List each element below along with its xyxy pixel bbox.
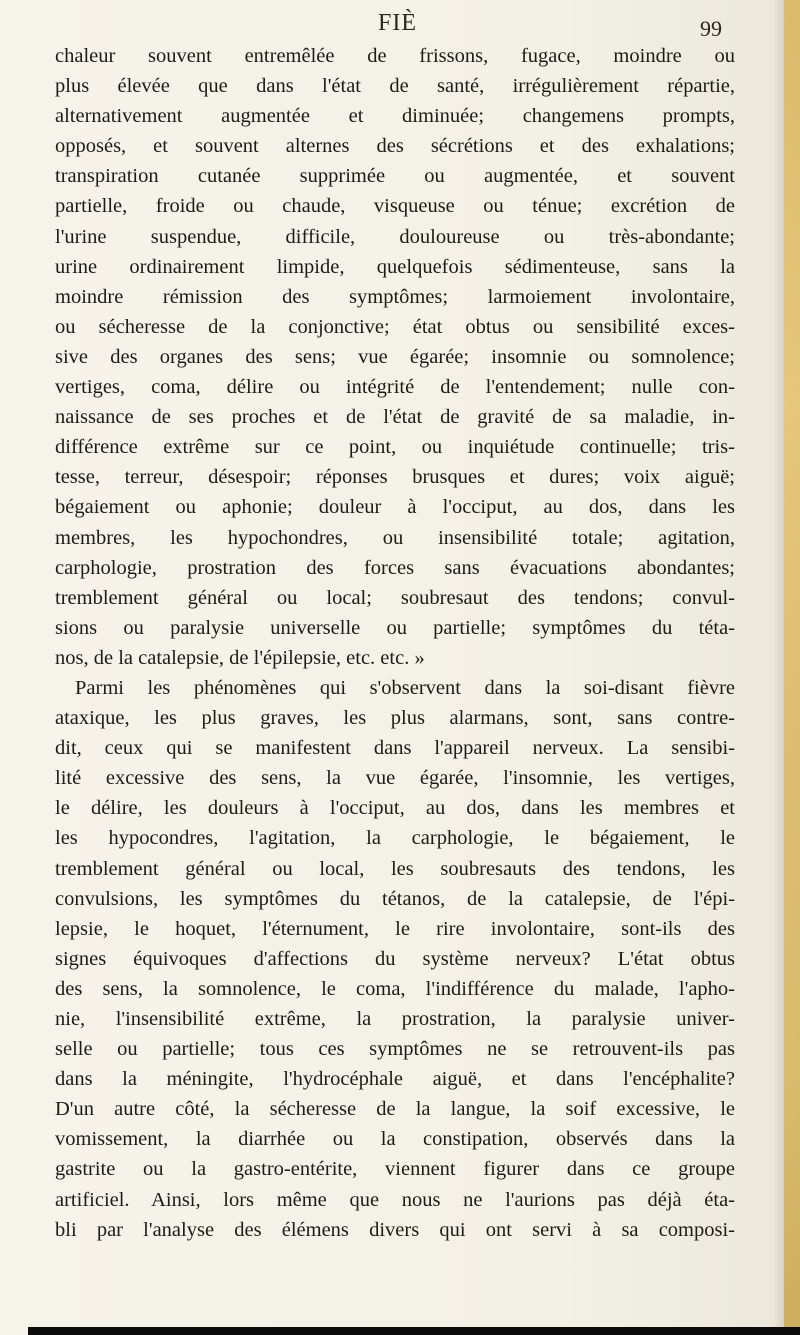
text-line: nos, de la catalepsie, de l'épilepsie, etc. etc. »: [55, 646, 425, 669]
text-line: dit, ceux qui se manifestent dans l'appareil nerveux. La sensibi-: [55, 737, 735, 760]
text-line: tremblement général ou local; soubresaut des tendons; convul-: [55, 586, 735, 609]
running-head: FIÈ: [378, 10, 417, 36]
text-line: les hypocondres, l'agitation, la carphologie, le bégaiement, le: [55, 827, 735, 850]
text-line: tesse, terreur, désespoir; réponses brusques et dures; voix aiguë;: [55, 466, 735, 489]
text-line: opposés, et souvent alternes des sécrétions et des exhalations;: [55, 135, 735, 158]
page-number: 99: [700, 16, 722, 41]
text-line: transpiration cutanée supprimée ou augmentée, et souvent: [55, 165, 735, 188]
text-line: sions ou paralysie universelle ou partielle; symptômes du téta-: [55, 616, 735, 639]
paragraph-first-line: Parmi les phénomènes qui s'observent dans la soi-disant fièvre: [75, 676, 735, 699]
text-line: bli par l'analyse des élémens divers qui ont servi à sa composi-: [55, 1218, 735, 1241]
text-line: signes équivoques d'affections du système nerveux? L'état obtus: [55, 947, 735, 970]
page-edge-strip: [784, 0, 800, 1335]
text-line: des sens, la somnolence, le coma, l'indifférence du malade, l'apho-: [55, 977, 735, 1000]
text-line: moindre rémission des symptômes; larmoiement involontaire,: [55, 285, 735, 308]
text-line: vertiges, coma, délire ou intégrité de l'entendement; nulle con-: [55, 376, 735, 399]
text-line: convulsions, les symptômes du tétanos, de la catalepsie, de l'épi-: [55, 887, 735, 910]
text-line: carphologie, prostration des forces sans évacuations abondantes;: [55, 556, 735, 579]
text-line: vomissement, la diarrhée ou la constipation, observés dans la: [55, 1128, 735, 1151]
text-line: le délire, les douleurs à l'occiput, au dos, dans les membres et: [55, 797, 735, 820]
text-line: bégaiement ou aphonie; douleur à l'occiput, au dos, dans les: [55, 496, 735, 519]
text-line: lepsie, le hoquet, l'éternument, le rire involontaire, sont-ils des: [55, 917, 735, 940]
text-line: gastrite ou la gastro-entérite, viennent figurer dans ce groupe: [55, 1158, 735, 1181]
text-line: plus élevée que dans l'état de santé, irrégulièrement répartie,: [55, 75, 735, 98]
body-text: [55, 41, 735, 1245]
text-line: partielle, froide ou chaude, visqueuse ou ténue; excrétion de: [55, 195, 735, 218]
text-line: artificiel. Ainsi, lors même que nous ne l'aurions pas déjà éta-: [55, 1188, 735, 1211]
text-line: urine ordinairement limpide, quelquefois sédimenteuse, sans la: [55, 255, 735, 278]
text-line: tremblement général ou local, les soubresauts des tendons, les: [55, 857, 735, 880]
scan-bottom-edge: [28, 1327, 800, 1335]
text-line: selle ou partielle; tous ces symptômes ne se retrouvent-ils pas: [55, 1038, 735, 1061]
text-line: membres, les hypochondres, ou insensibilité totale; agitation,: [55, 526, 735, 549]
text-line: nie, l'insensibilité extrême, la prostration, la paralysie univer-: [55, 1008, 735, 1030]
text-line: naissance de ses proches et de l'état de gravité de sa maladie, in-: [55, 406, 735, 429]
text-line: sive des organes des sens; vue égarée; insomnie ou somnolence;: [55, 345, 735, 368]
text-line: dans la méningite, l'hydrocéphale aiguë, et dans l'encéphalite?: [55, 1068, 735, 1091]
text-line: différence extrême sur ce point, ou inquiétude continuelle; tris-: [55, 436, 735, 459]
page-edge-shadow: [774, 0, 784, 1335]
text-line: ataxique, les plus graves, les plus alarmans, sont, sans contre-: [55, 707, 735, 730]
text-line: D'un autre côté, la sécheresse de la langue, la soif excessive, le: [55, 1098, 735, 1121]
text-line: ou sécheresse de la conjonctive; état obtus ou sensibilité exces-: [55, 315, 735, 338]
page-header: [0, 10, 800, 40]
text-line: chaleur souvent entremêlée de frissons, fugace, moindre ou: [55, 45, 735, 67]
text-line: alternativement augmentée et diminuée; changemens prompts,: [55, 105, 735, 128]
text-line: l'urine suspendue, difficile, douloureuse ou très-abondante;: [55, 225, 735, 248]
text-line: lité excessive des sens, la vue égarée, l'insomnie, les vertiges,: [55, 767, 735, 790]
